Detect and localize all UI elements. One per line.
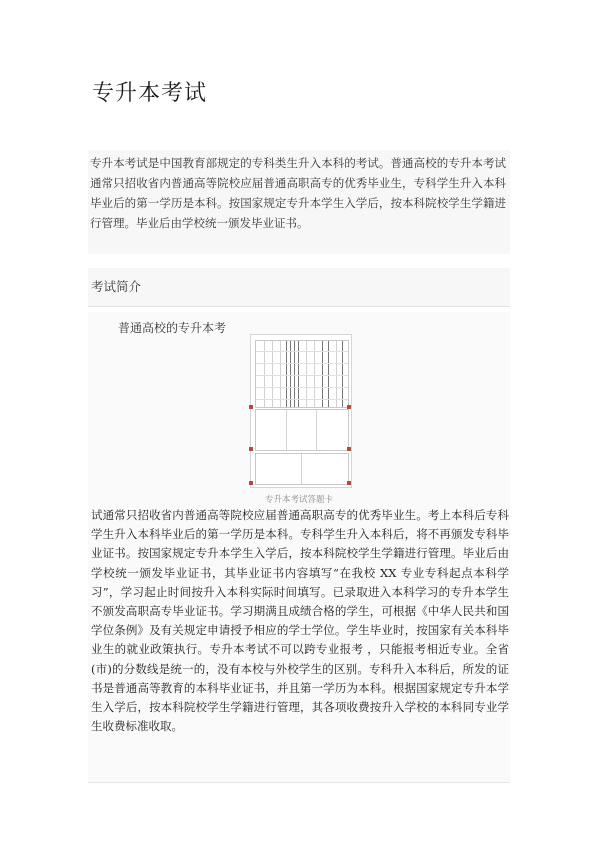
answer-sheet-grid-top: [255, 340, 349, 408]
intro-paragraph: 专升本考试是中国教育部规定的专科类生升入本科的考试。普通高校的专升本考试通常只招收省内普通高等院校应届普通高职高专的优秀毕业生，专科学生升入本科毕业后的第一学历是本科。按国家规定专升本学生入学后，按本科院校学生学籍进行管理。毕业后由学校统一颁发毕业证书。: [90, 156, 506, 230]
content-block: [88, 312, 510, 783]
page-title: 专升本考试: [92, 81, 208, 106]
intro-block: [88, 150, 510, 254]
section-header: [88, 268, 510, 307]
answer-sheet-grid-bottom: [255, 453, 349, 485]
figure-caption: 专升本考试答题卡: [264, 495, 333, 505]
answer-sheet-image: [250, 334, 352, 488]
lead-text: 普通高校的专升本考: [118, 321, 227, 335]
body-paragraph: 试通常只招收省内普通高等院校应届普通高职高专的优秀毕业生。考上本科后专科学生升入本科毕业后的第一学历是本科。专科学生升入本科后，将不再颁发专科毕业证书。按国家规定专升本学生入学后，按本科院校学生学籍进行管理。毕业后由学校统一颁发毕业证书，其毕业证书内容填写“在我校 XX 专业专科起点本科学习”，学习起止时间按升入本科实际时间填写。已录取进入本科学习的专升本学生不颁发高职高专毕业证书。学习期满且成绩合格的学生，可根据《中华人民共和国学位条例》及有关规定申请授予相应的学士学位。学生毕业时，按国家有关本科毕业生的就业政策执行。专升本考试不可以跨专业报考 ，只能报考相近专业。全省(市)的分数线是统一的，没有本校与外校学生的区别。专科升入本科后，所发的证书是普通高等教育的本科毕业证书，并且第一学历为本科。根据国家规定专升本学生入学后，按本科院校学生学籍进行管理，其各项收费按升入学校的本科同专业学生收费标准收取。: [91, 508, 509, 734]
answer-sheet-grid-middle: [255, 409, 349, 451]
section-title: 考试简介: [91, 279, 142, 294]
